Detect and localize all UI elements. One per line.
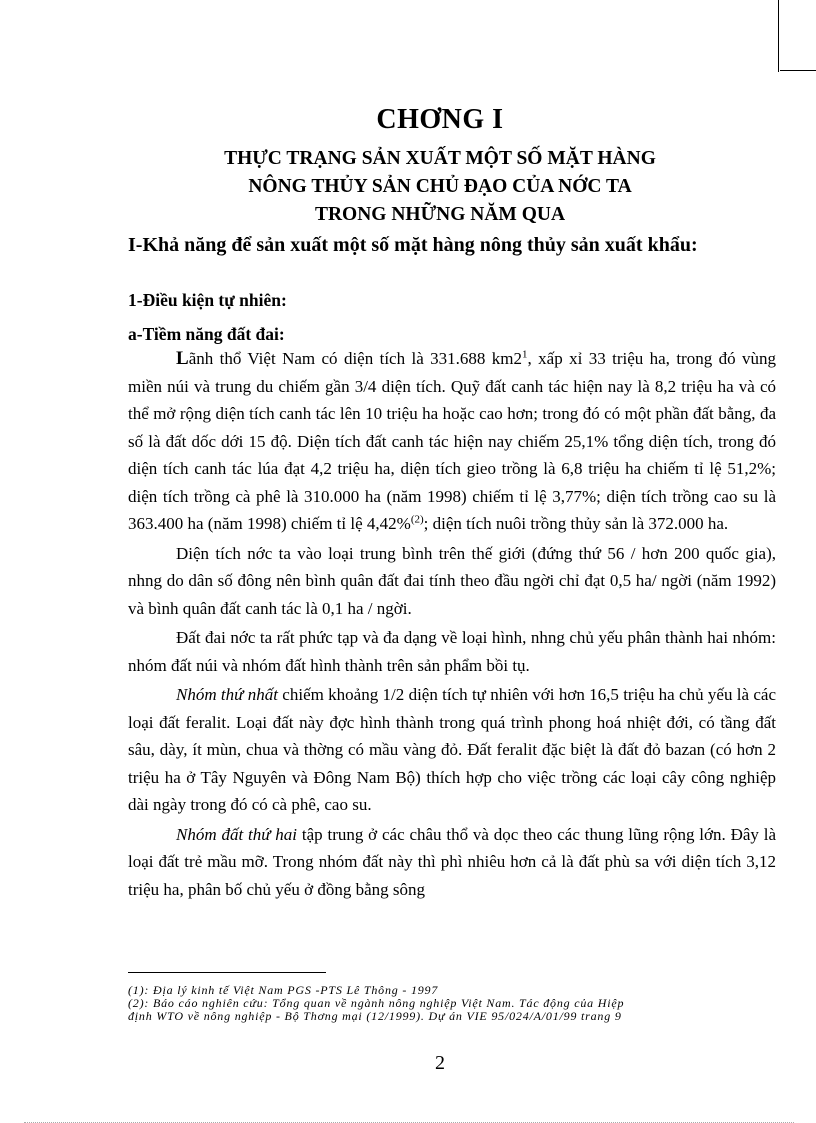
paragraph-4-text: chiếm khoảng 1/2 diện tích tự nhiên với hơn 16,5 triệu ha chủ yếu là các loại đất feralit. Loại đất này đợc hình thành trong quá trình phong hoá nhiệt đới, có tầng đất sâu, dày, ít mùn, chua và thờng có mầu vàng đỏ. Đất feralit đặc biệt là đất đỏ bazan (có hơn 2 triệu ha ở Tây Nguyên và Đông Nam Bộ) thích hợp cho việc trồng các loại cây công nghiệp dài ngày trong đó có cà phê, cao su.	[128, 685, 776, 814]
subsection-heading: 1-Điều kiện tự nhiên:	[128, 290, 287, 310]
footnote-1: (1): Địa lý kinh tế Việt Nam PGS -PTS Lê Thông - 1997	[128, 983, 439, 997]
paragraph-4-lead: Nhóm thứ nhất	[176, 685, 278, 704]
paragraph-5-lead: Nhóm đất thứ hai	[176, 824, 298, 844]
crop-mark-vertical	[778, 0, 779, 72]
sub-subsection-heading: a-Tiềm năng đất đai:	[128, 324, 285, 344]
paragraph-5-text: tập trung ở các châu thổ và dọc theo các thung lũng rộng lớn. Đây là loại đất trẻ mầu mỡ. Trong nhóm đất này thì phì nhiêu hơn cả là đất phù sa với diện tích 3,12 triệu ha, phân bố chủ yếu ở đồng bằng sông	[128, 824, 777, 899]
section-title: I-Khả năng để sản xuất một số mặt hàng nông thủy sản xuất khẩu:	[128, 234, 698, 256]
paragraph-1	[128, 345, 776, 538]
paragraph-1-text-a: ãnh thổ Việt Nam có diện tích là 331.688 km2	[188, 349, 523, 368]
paragraph-4	[128, 681, 776, 819]
footnote-ref-2: (2)	[410, 513, 424, 526]
footnotes	[128, 984, 748, 1023]
paragraph-1-text-b: , xấp xỉ 33 triệu ha, trong đó vùng miền núi và trung du chiếm gần 3/4 diện tích. Quỹ đất canh tác hiện nay là 8,2 triệu ha và có thể mở rộng diện tích canh tác lên 10 triệu ha hoặc cao hơn; trong đó có một phần đất bằng, đa số là đất dốc dới 15 độ. Diện tích đất canh tác hiện nay chiếm 25,1% tổng diện tích, trong đó diện tích canh tác lúa đạt 4,2 triệu ha, diện tích gieo trồng là 6,8 triệu ha chiếm tỉ lệ 51,2%; diện tích trồng cà phê là 310.000 ha (năm 1998) chiếm tỉ lệ 3,77%; diện tích trồng cao su là 363.400 ha (năm 1998) chiếm tỉ lệ 4,42%	[128, 349, 776, 533]
footnote-separator	[128, 972, 326, 973]
chapter-heading: CHƠNG I	[376, 104, 504, 135]
crop-mark-horizontal	[780, 70, 816, 71]
body-text	[128, 345, 776, 905]
chapter-subtitle-line-2: NÔNG THỦY SẢN CHỦ ĐẠO CỦA NỚC TA	[248, 176, 632, 197]
drop-cap: L	[176, 348, 189, 369]
paragraph-1-text-c: ; diện tích nuôi trồng thủy sản là 372.000 ha.	[423, 514, 729, 533]
footnote-ref-1: 1	[522, 348, 528, 361]
footnote-2: (2): Báo cáo nghiên cứu: Tổng quan về ngành nông nghiệp Việt Nam. Tác động của Hiệp	[128, 996, 625, 1010]
paragraph-2: Diện tích nớc ta vào loại trung bình trên thế giới (đứng thứ 56 / hơn 200 quốc gia), nhng do dân số đông nên bình quân đất đai tính theo đầu ngời chỉ đạt 0,5 ha/ ngời (năm 1992) và bình quân đất canh tác là 0,1 ha / ngời.	[128, 543, 776, 618]
paragraph-5	[128, 821, 776, 904]
page-number: 2	[435, 1052, 445, 1074]
chapter-subtitle-line-1: THỰC TRẠNG SẢN XUẤT MỘT SỐ MẶT HÀNG	[224, 148, 656, 169]
footnote-2-cont: định WTO về nông nghiệp - Bộ Thơng mại (12/1999). Dự án VIE 95/024/A/01/99 trang 9	[128, 1009, 622, 1023]
chapter-subtitle-line-3: TRONG NHỮNG NĂM QUA	[314, 204, 566, 225]
paragraph-3: Đất đai nớc ta rất phức tạp và đa dạng về loại hình, nhng chủ yếu phân thành hai nhóm: nhóm đất núi và nhóm đất hình thành trên sản phẩm bồi tụ.	[128, 628, 776, 675]
